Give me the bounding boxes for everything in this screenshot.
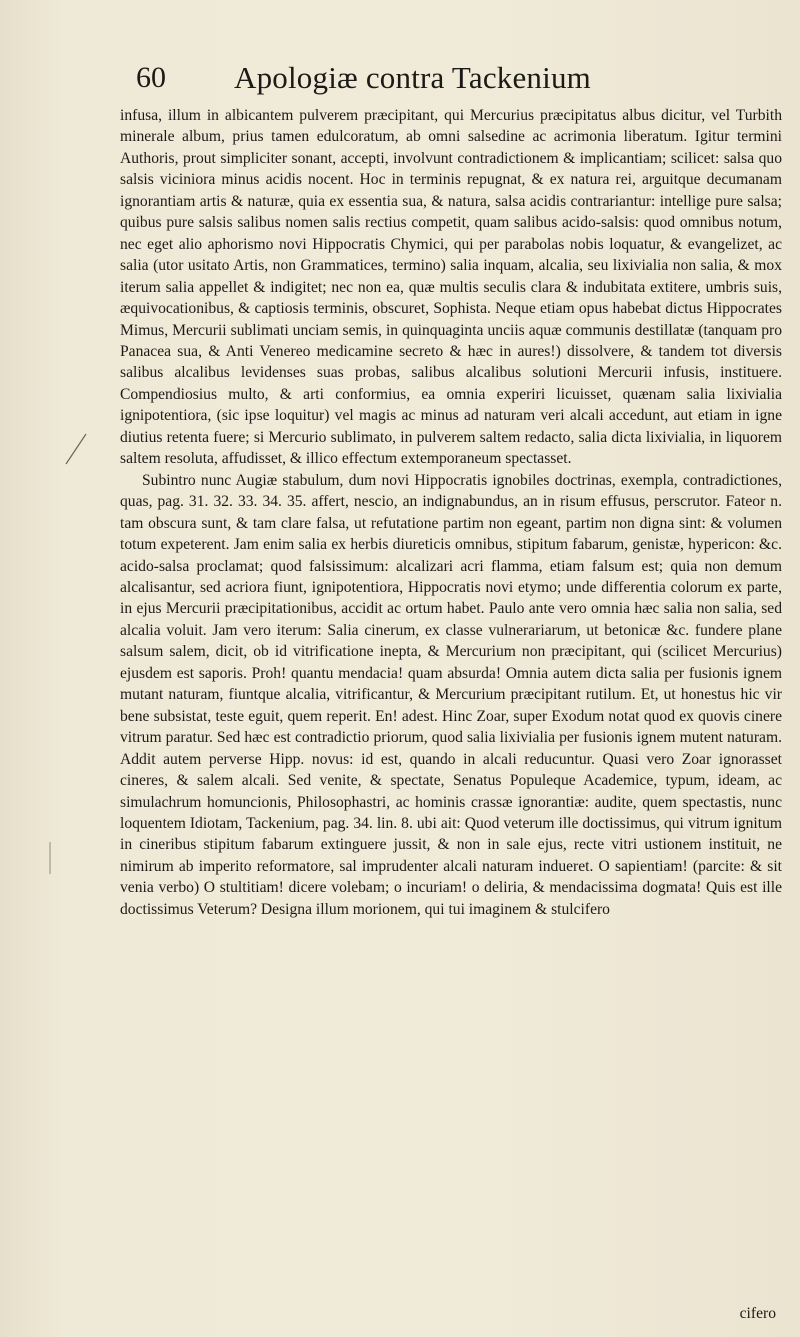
- paragraph-2: Subintro nunc Augiæ stabulum, dum novi Hippocratis ignobiles doctrinas, exempla, contradictiones, quas, pag. 31. 32. 33. 34. 35. affert, nescio, an indignabundus, an in risum effusus, perscrutor. Fateor n. tam obscura sunt, & tam clare falsa, ut refutatione partim non egeant, partim non digna sint: & volumen totum expeterent. Jam enim salia ex herbis diureticis omnibus, stipitum fabarum, genistæ, hypericon: &c. acido-salsa proclamat; quod falsissimum: alcalizari acri flamma, etiam falsum est; quia non demum alcalisantur, sed acriora fiunt, ignipotentiora, Hippocratis novi etymo; unde differentia colorum ex parte, in ejus Mercurii præcipitationibus, accidit ac ortum habet. Paulo ante vero omnia hæc salia non salia, sed alcalia voluit. Jam vero iterum: Salia cinerum, ex classe vulnerariarum, ut betonicæ &c. fundere plane salsum salem, dicit, ob id vitrificatione inepta, & Mercurium non præcipitant, qui (scilicet Mercurius) ejusdem est saporis. Proh! quantu mendacia! quam absurda! Omnia autem dicta salia per fusionis ignem mutant naturam, fiuntque alcalia, vitrificantur, & Mercurium præcipitant rutilum. Et, ut honestus hic vir bene subsistat, teste eguit, quem reperit. En! adest. Hinc Zoar, super Exodum notat quod ex quovis cinere vitrum paratur. Sed hæc est contradictio priorum, quod salia lixivialia per fusionis ignem mutent naturam. Addit autem perverse Hipp. novus: id est, quando in alcali reducuntur. Quasi vero Zoar ignorasset cineres, & salem alcali. Sed venite, & spectate, Senatus Populeque Academice, typum, ideam, ac simulachrum homuncionis, Philosophastri, ac hominis crassæ ignorantiæ: audite, quem spectastis, nunc loquentem Idiotam, Tackenium, pag. 34. lin. 8. ubi ait: Quod veterum ille doctissimus, qui vitrum ignitum in cineribus stipitum fabarum extinguere jussit, & non in sale ejus, recte vitri ustionem instituit, ne nimirum ab imperito reformatore, sal imprudenter alcali naturam indueret. O sapientiam! (parcite: & sit venia verbo) O stultitiam! dicere volebam; o incuriam! o deliria, & mendacissima dogmata! Quis est ille doctissimus Veterum? Designa illum morionem, qui tui imaginem & stulcifero: [120, 471, 782, 918]
- page-header: [136, 58, 776, 102]
- catchword: cifero: [739, 1305, 776, 1322]
- running-title: Apologiæ contra Tackenium: [234, 60, 591, 95]
- margin-pen-mark-lower: [40, 840, 60, 880]
- paragraph-1: infusa, illum in albicantem pulverem præcipitant, qui Mercurius præcipitatus albus dicitur, vel Turbith minerale album, prius tamen edulcoratum, ab omni salsedine ac acrimonia liberatum. Igitur termini Authoris, prout simpliciter sonant, accepti, involvunt contradictionem & implicantiam; scilicet: salsa quo salsis viciniora minus acidis nocent. Hoc in terminis repugnat, & ex natura rei, arguitque decumanam ignorantiam artis & naturæ, quia ex essentia sua, & natura, salsa acidis contrariantur: intellige pure salsa; quibus pure salsis salibus nomen salis rectius competit, quam salibus acido-salsis: quod omnibus notum, nec eget alio aphorismo novi Hippocratis Chymici, qui per parabolas nobis loquatur, & evangelizet, ac salia (utor usitato Artis, non Grammatices, termino) salia inquam, alcalia, seu lixivialia non salia, & mox iterum salia appellet & indigitet; nec non ea, quæ multis seculis clara & indubitata extitere, umbris suis, æquivocationibus, & captiosis terminis, obscuret, Sophista. Neque etiam opus habebat dictus Hippocrates Mimus, Mercurii sublimati unciam semis, in quinquaginta unciis aquæ communis destillatæ (tanquam pro Panacea sua, & Anti Venereo medicamine secreto & hæc in aures!) dissolvere, & tandem tot diversis salibus alcalibus levidenses suas probas, salibus alcalibus solutioni Mercurii infusis, instituere. Compendiosius multo, & arti conformius, ea omnia experiri licuisset, quænam salia lixivialia ignipotentiora, (sic ipse loquitur) vel magis ac minus ad naturam veri alcali accedunt, aut etiam in igne diutius retenta fuere; si Mercurio sublimato, in pulverem saltem redacto, salia dicta lixivialia, in liquorem saltem resoluta, affudisset, & illico effectum extemporaneum spectasset.: [120, 107, 782, 468]
- body-text: [120, 105, 782, 920]
- page-number: 60: [136, 61, 166, 94]
- margin-pen-mark: [60, 430, 90, 470]
